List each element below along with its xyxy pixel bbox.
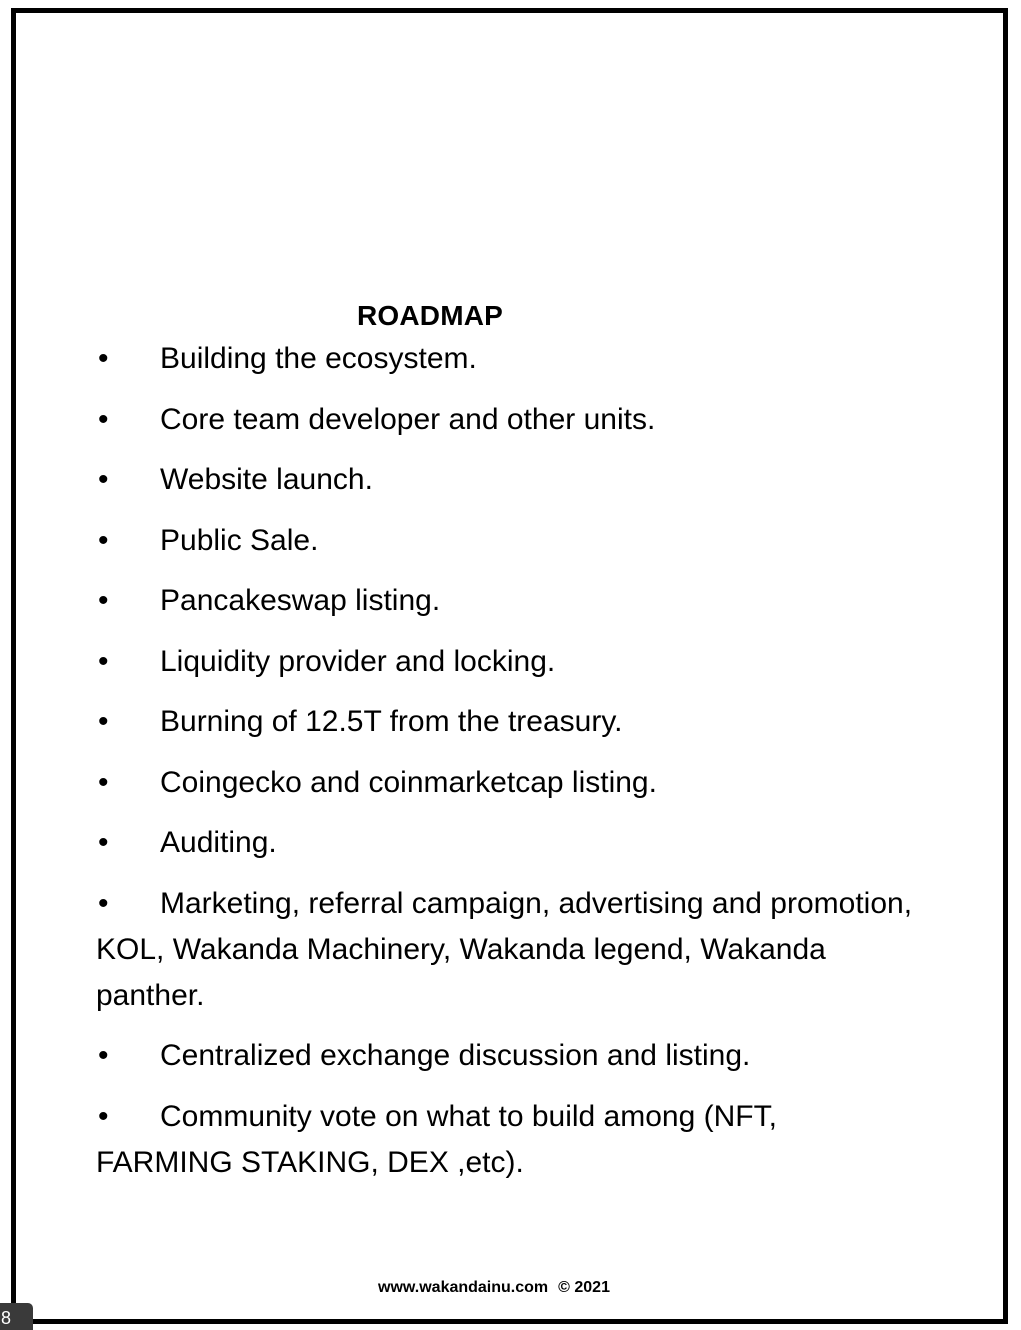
list-item [96,1094,916,1186]
list-item-text: Building the ecosystem. [160,342,477,375]
list-item-text: Pancakeswap listing. [160,584,441,617]
bullet-icon: • [98,463,109,496]
list-item-text: Core team developer and other units. [160,402,656,436]
list-item [96,639,916,685]
bullet-icon: • [98,342,109,375]
list-item-text: Coingecko and coinmarketcap listing. [160,765,657,799]
bullet-icon: • [98,523,109,557]
list-item-text: Marketing, referral campaign, advertising and promotion, KOL, Wakanda Machinery, Wakanda legend, Wakanda panther. [96,886,913,1012]
list-item-text: Community vote on what to build among (NFT, FARMING STAKING, DEX ,etc). [96,1099,777,1179]
page-footer [0,1278,988,1298]
list-item-text: Website launch. [160,463,373,496]
bullet-icon: • [98,584,109,617]
footer-website: www.wakandainu.com [378,1279,549,1296]
bullet-icon: • [98,1099,109,1133]
bullet-icon: • [98,644,109,678]
roadmap-list [96,336,916,1200]
list-item [96,457,916,503]
bullet-icon: • [98,402,109,436]
bullet-icon: • [98,1039,109,1072]
list-item [96,820,916,866]
list-item [96,397,916,443]
list-item [96,578,916,624]
footer-copyright: © 2021 [558,1279,610,1296]
list-item [96,518,916,564]
bullet-icon: • [98,705,109,738]
list-item-text: Public Sale. [160,523,319,557]
list-item [96,760,916,806]
list-item-text: Burning of 12.5T from the treasury. [160,705,623,738]
list-item [96,336,916,382]
bullet-icon: • [98,886,109,920]
list-item-text: Liquidity provider and locking. [160,644,556,678]
page-number-badge: 8 [0,1303,33,1330]
list-item [96,1033,916,1079]
list-item [96,699,916,745]
list-item-text: Auditing. [160,826,277,859]
bullet-icon: • [98,765,109,799]
bullet-icon: • [98,826,109,859]
list-item [96,881,916,1019]
list-item-text: Centralized exchange discussion and listing. [160,1039,751,1072]
page-title: ROADMAP [356,299,504,331]
